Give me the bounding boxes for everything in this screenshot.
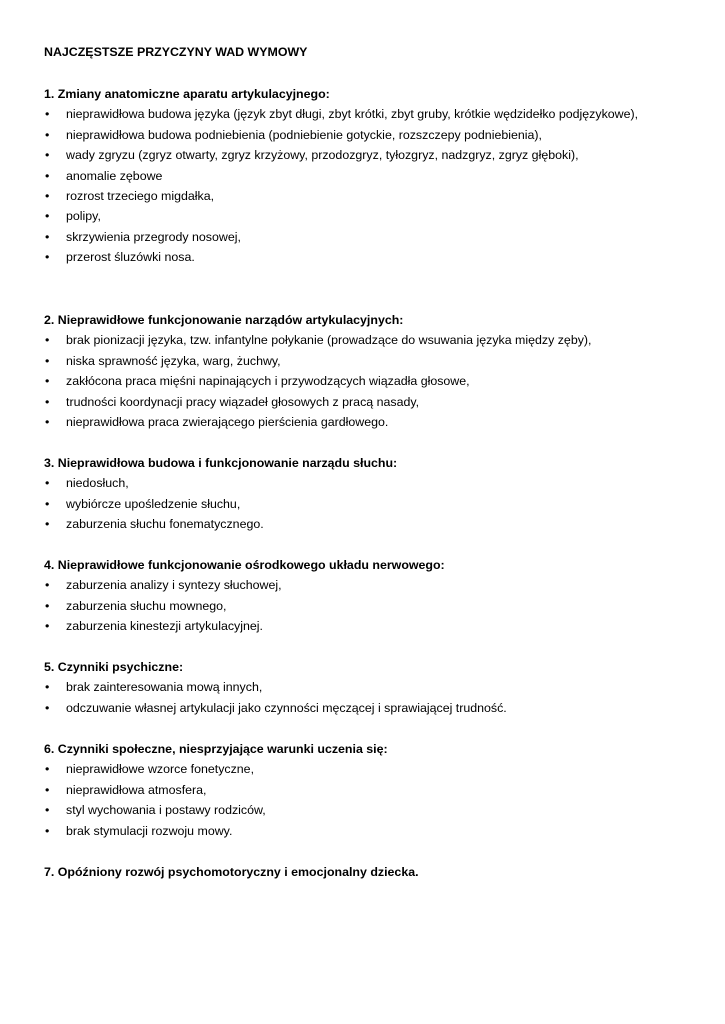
bullet-icon: • [45,496,50,511]
list-item-text: zaburzenia słuchu mownego, [66,598,227,613]
bullet-icon: • [45,619,50,634]
document-title: NAJCZĘSTSZE PRZYCZYNY WAD WYMOWY [44,45,308,59]
bullet-list [44,575,684,636]
bullet-icon: • [45,168,50,183]
bullet-list [44,473,684,534]
list-item-text: trudności koordynacji pracy wiązadeł głosowych z pracą nasady, [66,394,420,409]
list-item [44,800,684,820]
list-item-text: anomalie zębowe [66,168,163,183]
section-heading: 1. Zmiany anatomiczne aparatu artykulacyjnego: [44,87,330,101]
bullet-icon: • [45,333,50,348]
list-item [44,412,684,432]
list-item-text: niedosłuch, [66,476,129,491]
list-item-text: zaburzenia kinestezji artykulacyjnej. [66,619,263,634]
list-item [44,596,684,616]
list-item [44,186,684,206]
section-heading: 6. Czynniki społeczne, niesprzyjające warunki uczenia się: [44,742,388,756]
list-item [44,371,684,391]
bullet-list [44,330,684,432]
bullet-list [44,104,684,267]
list-item [44,575,684,595]
bullet-icon: • [45,148,50,163]
bullet-icon: • [45,353,50,368]
bullet-icon: • [45,476,50,491]
list-item-text: odczuwanie własnej artykulacji jako czynności męczącej i sprawiającej trudność. [66,700,507,715]
section-heading: 5. Czynniki psychiczne: [44,660,184,674]
list-item-text: wybiórcze upośledzenie słuchu, [66,496,241,511]
list-item-text: nieprawidłowa budowa podniebienia (podniebienie gotyckie, rozszczepy podniebienia), [66,127,542,142]
list-item-text: styl wychowania i postawy rodziców, [66,803,266,818]
list-item-text: brak pionizacji języka, tzw. infantylne połykanie (prowadzące do wsuwania języka między zęby), [66,333,592,348]
bullet-icon: • [45,762,50,777]
list-item [44,227,684,247]
bullet-icon: • [45,229,50,244]
list-item [44,677,684,697]
bullet-icon: • [45,700,50,715]
section-heading: 4. Nieprawidłowe funkcjonowanie ośrodkowego układu nerwowego: [44,558,445,572]
section-social-factors [44,739,684,841]
section-central-nervous-system [44,555,684,637]
list-item-text: niska sprawność języka, warg, żuchwy, [66,353,281,368]
section-heading: 2. Nieprawidłowe funkcjonowanie narządów artykulacyjnych: [44,313,404,327]
bullet-icon: • [45,107,50,122]
list-item-text: zaburzenia analizy i syntezy słuchowej, [66,578,282,593]
list-item-text: brak stymulacji rozwoju mowy. [66,823,233,838]
list-item [44,494,684,514]
list-item-text: rozrost trzeciego migdałka, [66,189,215,204]
list-item-text: zakłócona praca mięśni napinających i przywodzących wiązadła głosowe, [66,374,470,389]
list-item [44,616,684,636]
list-item-text: brak zainteresowania mową innych, [66,680,263,695]
bullet-icon: • [45,578,50,593]
bullet-icon: • [45,782,50,797]
bullet-icon: • [45,415,50,430]
list-item-text: skrzywienia przegrody nosowej, [66,229,241,244]
list-item-text: przerost śluzówki nosa. [66,250,195,265]
bullet-icon: • [45,823,50,838]
bullet-icon: • [45,517,50,532]
list-item [44,351,684,371]
list-item [44,206,684,226]
bullet-icon: • [45,209,50,224]
list-item [44,330,684,350]
list-item [44,104,684,124]
bullet-icon: • [45,127,50,142]
bullet-list [44,677,684,718]
bullet-icon: • [45,189,50,204]
list-item [44,166,684,186]
bullet-icon: • [45,394,50,409]
list-item [44,759,684,779]
bullet-icon: • [45,680,50,695]
section-heading: 7. Opóźniony rozwój psychomotoryczny i emocjonalny dziecka. [44,865,419,879]
list-item [44,392,684,412]
list-item [44,780,684,800]
list-item [44,125,684,145]
list-item [44,698,684,718]
section-developmental-delay [44,862,684,882]
list-item-text: nieprawidłowa atmosfera, [66,782,207,797]
list-item-text: nieprawidłowa praca zwierającego pierścienia gardłowego. [66,415,389,430]
list-item-text: nieprawidłowa budowa języka (język zbyt długi, zbyt krótki, zbyt gruby, krótkie wędzidełko podjęzykowe), [66,107,639,122]
list-item [44,247,684,267]
list-item-text: polipy, [66,209,101,224]
list-item [44,514,684,534]
bullet-icon: • [45,803,50,818]
list-item-text: zaburzenia słuchu fonematycznego. [66,517,264,532]
section-anatomical-changes [44,84,684,268]
list-item-text: nieprawidłowe wzorce fonetyczne, [66,762,255,777]
list-item-text: wady zgryzu (zgryz otwarty, zgryz krzyżowy, przodozgryz, tyłozgryz, nadzgryz, zgryz głęboki), [66,148,579,163]
section-heading: 3. Nieprawidłowa budowa i funkcjonowanie narządu słuchu: [44,456,398,470]
bullet-icon: • [45,250,50,265]
list-item [44,145,684,165]
list-item [44,821,684,841]
bullet-list [44,759,684,841]
section-psychological-factors [44,657,684,718]
bullet-icon: • [45,598,50,613]
bullet-icon: • [45,374,50,389]
list-item [44,473,684,493]
section-hearing-organ [44,453,684,535]
section-articulatory-function [44,310,684,432]
